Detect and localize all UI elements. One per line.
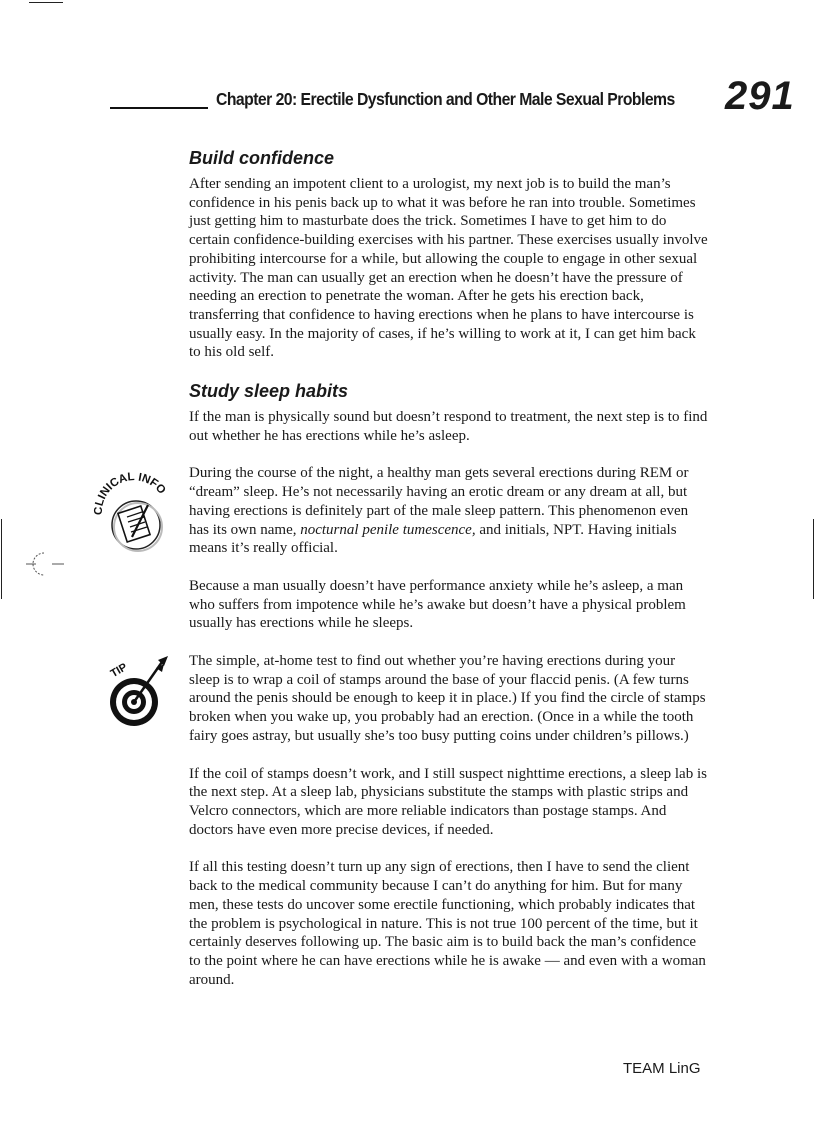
paragraph-performance-anxiety: Because a man usually doesn’t have performance anxiety while he’s asleep, a man who suffers from impotence while he’s awake but doesn’t have a physical problem usually has erections while he sleeps.: [189, 577, 686, 632]
paragraph-build-confidence: After sending an impotent client to a urologist, my next job is to build the man’s confidence in his penis back up to what it was before he ran into trouble. Sometimes just getting him to masturbate does the trick. Sometimes I have to get him to do certain confidence-building exercises with his partner. These exercises usually involve prohibiting intercourse for a while, but allowing the couple to engage in other sexual activity. The man can usually get an erection when he doesn’t have the pressure of needing an erection to penetrate the woman. After he gets his erection back, transferring that confidence to having erections when he plans to have intercourse is usually easy. In the majority of cases, if he’s willing to work at it, I can get him back to his old self.: [189, 176, 708, 361]
crop-mark-top-left: [29, 2, 63, 3]
page-content: [189, 148, 709, 1008]
paragraph-study-sleep-intro: If the man is physically sound but doesn’t respond to treatment, the next step is to find out whether he has erections while he’s asleep.: [189, 409, 708, 444]
registration-mark-icon: [22, 550, 70, 578]
tip-label: TIP: [108, 661, 130, 681]
clinical-info-text-b: and initials, NPT. Having initials means it’s really official.: [189, 521, 677, 557]
clinical-info-paragraph: [189, 464, 709, 558]
clinical-info-label: CLINICAL INFO: [92, 471, 168, 516]
running-head: Chapter 20: Erectile Dysfunction and Other Male Sexual Problems: [216, 89, 675, 109]
section-heading-build-confidence: Build confidence: [189, 148, 335, 168]
tip-target-icon: [104, 654, 174, 734]
crop-mark-right: [813, 519, 814, 599]
section-heading-study-sleep-habits: Study sleep habits: [189, 381, 349, 402]
clinical-info-icon: [92, 467, 174, 553]
paragraph-conclusion: If all this testing doesn’t turn up any sign of erections, then I have to send the client back to the medical community because I can’t do anything for him. But for many men, these tests do uncover some erectile functioning, which probably indicates that the problem is psychological in nature. This is not true 100 percent of the time, but it certainly deserves following up. The basic aim is to build back the man’s confidence to the point where he can have erections while he is awake — and even with a woman around.: [189, 859, 706, 988]
page-number: 291: [725, 74, 795, 118]
crop-mark-left-top: [1, 519, 2, 599]
clinical-info-text-a: During the course of the night, a healthy man gets several erections during REM or “dream” sleep. He’s not necessarily having an erotic dream or any dream at all, but having erections is definitely part of the male sleep pattern. This phenomenon even has its own name,: [189, 465, 689, 538]
clinical-info-term: nocturnal penile tumescence,: [300, 521, 476, 538]
tip-paragraph: The simple, at-home test to find out whether you’re having erections during your sleep is to wrap a coil of stamps around the base of your flaccid penis. (A few turns around the penis should be enough to keep it in place.) If you find the circle of stamps broken when you wake up, you probably had an erection. (Once in a while the tooth fairy goes astray, but usually she’s too busy putting coins under children’s pillows.): [189, 653, 706, 744]
header-rule: [110, 107, 208, 109]
paragraph-sleep-lab: If the coil of stamps doesn’t work, and I still suspect nighttime erections, a sleep lab is the next step. At a sleep lab, physicians substitute the stamps with plastic strips and Velcro connectors, which are more reliable indicators than postage stamps. And doctors have even more precise devices, if needed.: [189, 765, 707, 838]
watermark-text: TEAM LinG: [623, 1060, 701, 1077]
